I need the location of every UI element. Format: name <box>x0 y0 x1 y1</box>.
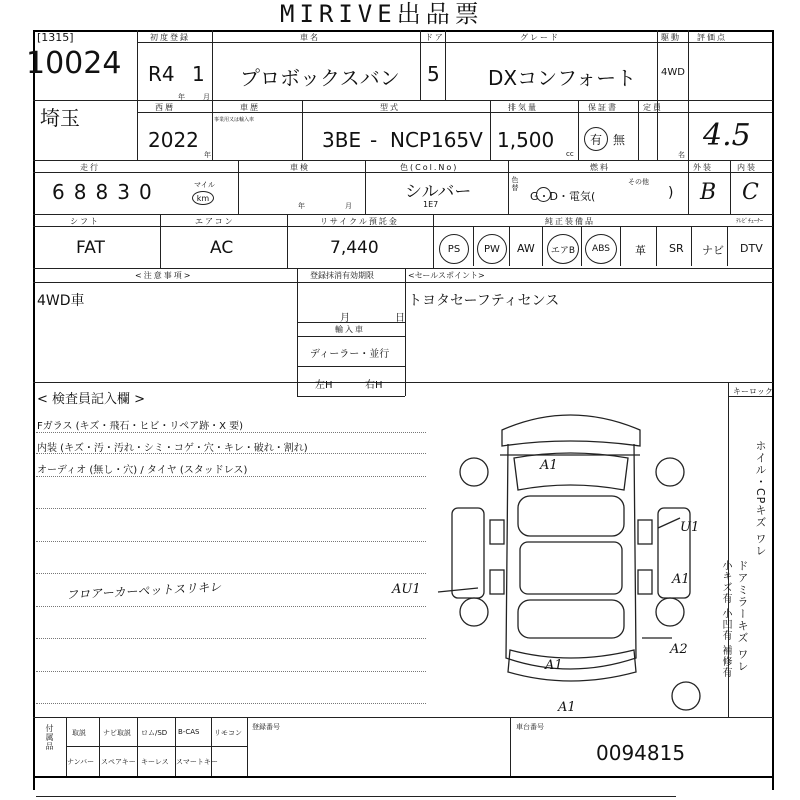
fuel-options: G・D・電気( <box>530 190 596 203</box>
left-mirror <box>490 520 504 544</box>
cc-unit: cc <box>566 150 574 158</box>
rule <box>33 100 773 101</box>
header-aircon: エアコン <box>195 217 235 226</box>
damage-mark-right-upper: U1 <box>680 520 700 535</box>
aircon-value: AC <box>210 238 234 258</box>
rule <box>36 796 676 797</box>
accessory-remote: リモコン <box>214 729 242 737</box>
equipment-pw: PW <box>477 234 507 264</box>
border-left <box>33 30 35 790</box>
rule <box>36 573 426 574</box>
header-interior: 内装 <box>737 163 757 172</box>
border-right <box>772 30 774 790</box>
rule <box>620 226 621 266</box>
audio-line: オーディオ (無し・穴) / タイヤ (スタッドレス) <box>37 465 248 476</box>
tv-tuner-label: ﾃﾚﾋﾞﾁｭｰﾅｰ <box>736 218 764 225</box>
handle-right: 右H <box>365 380 383 391</box>
expiry-month-suffix: 月 <box>345 202 352 210</box>
rule <box>365 160 366 214</box>
warranty-no: 無 <box>613 133 626 147</box>
equipment-airbag: エアB <box>547 234 579 264</box>
rule <box>247 717 248 776</box>
rule <box>160 214 161 268</box>
rule <box>302 100 303 160</box>
header-model: 型式 <box>380 103 400 112</box>
rule <box>578 100 579 160</box>
mark-line <box>658 518 680 528</box>
year-suffix: 年 <box>178 93 185 101</box>
rule <box>36 432 426 433</box>
rule <box>238 160 239 214</box>
header-year: 西暦 <box>155 103 175 112</box>
rule <box>433 214 434 268</box>
handwritten-note: フロアーカーペットスリキレ <box>65 579 222 603</box>
wheel-front-left <box>460 458 488 486</box>
grade-name: DXコンフォート <box>488 66 637 90</box>
rule <box>36 703 426 704</box>
front-bumper <box>502 415 640 446</box>
rule <box>405 268 406 396</box>
roof <box>520 542 622 594</box>
car-name: プロボックスバン <box>240 66 400 90</box>
side-legend-wheel: ホイル・CPキズ ワレ <box>754 440 767 557</box>
car-diagram <box>430 400 720 720</box>
first-reg-era: R4 <box>148 62 175 86</box>
rule <box>33 160 773 161</box>
right-rear-pillar <box>638 570 652 594</box>
shift-value: FAT <box>76 238 105 258</box>
sheet-title: MIRIVE出品票 <box>280 0 484 28</box>
rule <box>36 541 426 542</box>
accessory-bcas: B-CAS <box>178 728 200 736</box>
rule <box>287 214 288 268</box>
rule <box>508 160 509 214</box>
rule <box>730 160 731 214</box>
handle-left: 左H <box>315 380 333 391</box>
header-import: 輸入車 <box>335 325 365 334</box>
rear-window <box>518 600 624 638</box>
rule <box>691 226 692 266</box>
rule <box>297 336 405 337</box>
notes-text: 4WD車 <box>37 293 85 309</box>
rule <box>212 100 213 160</box>
rule <box>33 268 773 269</box>
header-recycle: リサイクル預託金 <box>320 217 399 226</box>
wheel-rear-left <box>460 598 488 626</box>
month-suffix: 月 <box>203 93 210 101</box>
equipment-ps: PS <box>439 234 469 264</box>
rule <box>509 226 510 266</box>
interior-line: 内装 (キズ・汚・汚れ・シミ・コゲ・穴・キレ・破れ・割れ) <box>37 443 308 454</box>
rule <box>36 508 426 509</box>
rule <box>581 226 582 266</box>
rule <box>656 226 657 266</box>
mileage-digit: 0 <box>138 180 152 204</box>
accessory-smart-key: スマートキー <box>176 758 218 766</box>
interior-grade: C <box>742 180 759 205</box>
exterior-grade: B <box>700 180 717 205</box>
door-count: 5 <box>427 62 440 86</box>
year-short: 年 <box>204 151 211 159</box>
region: 埼玉 <box>40 106 80 130</box>
header-notes: <注意事項> <box>135 271 193 280</box>
accessory-keyless: キーレス <box>141 758 169 766</box>
model-dash: - <box>370 128 378 152</box>
mark-line <box>438 588 478 592</box>
header-first-reg: 初度登録 <box>150 33 190 42</box>
damage-mark-left: AU1 <box>392 582 421 597</box>
rule <box>297 322 405 323</box>
fuel-selected-circle <box>536 187 551 202</box>
damage-mark-top: A1 <box>540 458 558 473</box>
mileage-digit: 8 <box>73 180 87 204</box>
rule <box>33 382 773 383</box>
capacity-unit: 名 <box>678 151 685 159</box>
rule <box>473 226 474 266</box>
displacement-value: 1,500 <box>497 128 555 152</box>
header-shaken-expiry: 車検 <box>290 163 310 172</box>
header-fuel: 燃料 <box>590 163 610 172</box>
mileage-digits <box>52 180 152 204</box>
header-equipment: 純正装備品 <box>545 217 595 226</box>
header-capacity: 定員 <box>643 103 663 112</box>
spare-wheel <box>672 682 700 710</box>
sales-point-text: トヨタセーフティセンス <box>408 293 560 309</box>
rule <box>688 30 689 160</box>
color-number: 1E7 <box>423 200 439 209</box>
header-sales-point: <セールスポイント> <box>408 271 485 280</box>
rule <box>445 30 446 100</box>
mileage-digit: 8 <box>95 180 109 204</box>
accessory-manual: 取説 <box>72 729 86 737</box>
car-body-outline <box>506 444 636 669</box>
accessory-rom-sd: ロム/SD <box>141 729 168 737</box>
header-score: 評価点 <box>697 33 727 42</box>
header-doors: ドア <box>425 33 445 42</box>
equipment-sr: SR <box>669 242 684 255</box>
rule <box>657 30 658 160</box>
equipment-dtv: DTV <box>740 242 763 255</box>
left-side-doors <box>452 508 484 598</box>
accessory-navi-manual: ナビ取説 <box>103 729 131 737</box>
mileage-unit-circle: km <box>192 191 214 205</box>
rule <box>297 366 405 367</box>
rule <box>688 160 689 214</box>
damage-mark-right-mid: A1 <box>672 572 690 587</box>
drive-type: 4WD <box>661 67 685 78</box>
keylock-label: キーロック <box>733 387 773 396</box>
score-value: 4.5 <box>703 118 751 153</box>
rule <box>727 226 728 266</box>
lot-number: 10024 <box>26 46 122 81</box>
rear-bumper <box>508 650 636 681</box>
rule <box>212 30 213 100</box>
header-displacement: 排気量 <box>508 103 538 112</box>
model-prefix: 3BE <box>322 128 362 152</box>
recycle-value: 7,440 <box>330 238 379 258</box>
accessory-number: ナンバー <box>67 758 95 766</box>
damage-mark-rear: A1 <box>545 658 563 673</box>
fuel-other-label: その他 <box>628 178 649 186</box>
damage-mark-right-lower: A2 <box>670 642 688 657</box>
inspector-heading: < 検査員記入欄 > <box>37 392 146 407</box>
header-drive: 駆動 <box>661 33 681 42</box>
reg-expiry-day: 日 <box>395 313 405 324</box>
chassis-number-label: 車台番号 <box>516 723 544 731</box>
header-grade: グレード <box>520 33 560 42</box>
rule <box>297 396 405 397</box>
model-year: 2022 <box>148 128 199 152</box>
header-mileage: 走行 <box>80 163 100 172</box>
glass-line: Fガラス (キズ・飛石・ヒビ・リペア跡・X 要) <box>37 421 244 432</box>
mileage-digit: 3 <box>117 180 130 204</box>
rule <box>490 100 491 160</box>
header-warranty: 保証書 <box>588 103 618 112</box>
first-reg-month: 1 <box>192 62 205 86</box>
color-name: シルバー <box>405 182 472 202</box>
accessories-tag: 付属品 <box>45 724 54 751</box>
equipment-navi: ナビ <box>702 244 724 257</box>
hood <box>514 453 628 490</box>
equipment-list <box>437 230 772 266</box>
front-windshield <box>518 496 624 536</box>
header-reg-expiry: 登録抹消有効期限 <box>310 271 374 280</box>
rule <box>33 226 773 227</box>
rule <box>36 476 426 477</box>
model-code: NCP165V <box>390 128 483 152</box>
rule <box>297 268 298 396</box>
reg-number-label: 登録番号 <box>252 723 280 731</box>
rule <box>66 746 247 747</box>
fuel-close: ) <box>668 185 674 201</box>
color-change-tag: 色替 <box>511 176 519 192</box>
rule <box>33 214 773 215</box>
rule <box>137 30 138 160</box>
damage-mark-bottom: A1 <box>558 700 576 715</box>
header-car-name: 車名 <box>300 33 320 42</box>
rule <box>420 30 421 100</box>
rule <box>33 282 773 283</box>
side-legend-repair: 小キズ有 小凹有 補修有 <box>720 560 731 679</box>
equipment-aw: AW <box>517 242 535 255</box>
warranty-yes-circle: 有 <box>584 127 608 151</box>
header-shaken: 車歴 <box>240 103 260 112</box>
rule <box>36 638 426 639</box>
expiry-year-suffix: 年 <box>298 202 305 210</box>
side-legend-mirror: ドアミラーキズ ワレ <box>736 560 749 673</box>
mileage-digit: 6 <box>52 180 65 204</box>
chassis-number: 0094815 <box>596 741 686 765</box>
left-rear-pillar <box>490 570 504 594</box>
shaken-note: 事業用又は輸入車 <box>214 117 255 123</box>
rule <box>510 717 511 776</box>
header-color: 色(Col.No) <box>400 163 459 172</box>
equipment-abs: ABS <box>585 234 617 264</box>
rule <box>542 226 543 266</box>
header-exterior: 外装 <box>693 163 713 172</box>
accessory-spare-key: スペアキー <box>101 758 136 766</box>
ref-number: [1315] <box>37 31 74 44</box>
rule <box>638 100 639 160</box>
dealer-parallel: ディーラー・並行 <box>310 349 390 360</box>
equipment-leather: 革 <box>635 244 646 257</box>
reg-expiry-month: 月 <box>340 313 350 324</box>
rule <box>137 112 772 113</box>
right-mirror <box>638 520 652 544</box>
header-shift: シフト <box>70 217 100 226</box>
rule <box>36 606 426 607</box>
wheel-front-right <box>656 458 684 486</box>
mileage-unit-miles: マイル <box>194 181 215 189</box>
rule <box>36 671 426 672</box>
rule <box>33 776 773 778</box>
wheel-rear-right <box>656 598 684 626</box>
